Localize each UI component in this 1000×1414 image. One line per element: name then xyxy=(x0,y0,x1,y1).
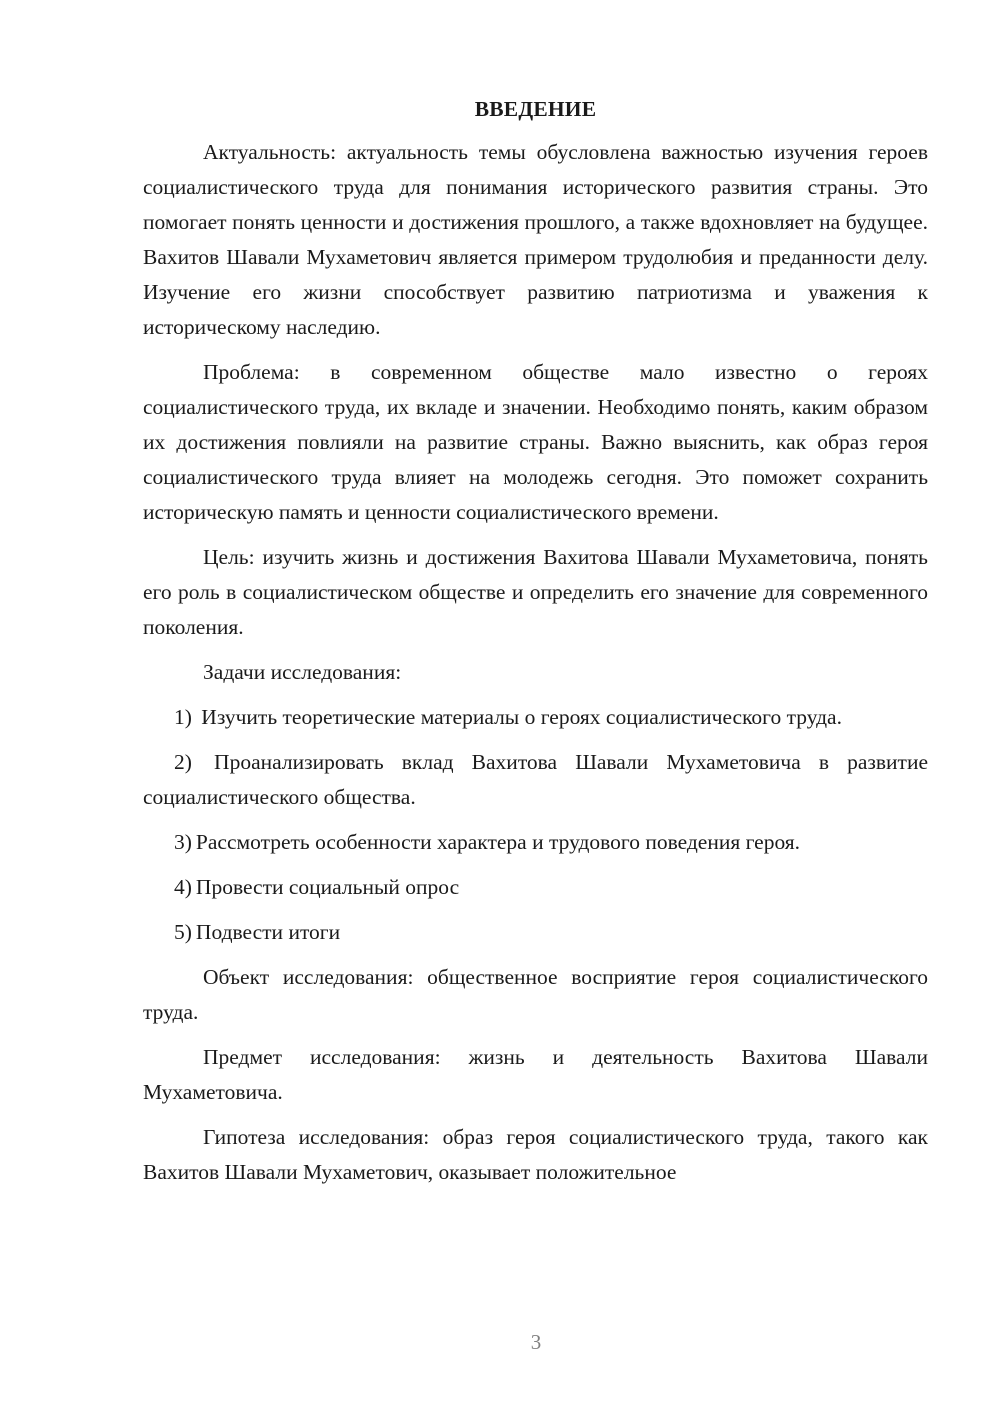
list-item xyxy=(143,745,928,815)
list-item-text: Рассмотреть особенности характера и трудового поведения героя. xyxy=(195,830,801,854)
list-item xyxy=(143,870,928,905)
paragraph-hypothesis: Гипотеза исследования: образ героя социалистического труда, такого как Вахитов Шавали Мухаметович, оказывает положительное xyxy=(143,1125,928,1184)
list-item-number: 3) xyxy=(174,830,192,854)
list-item xyxy=(143,700,928,735)
paragraph-goal: Цель: изучить жизнь и достижения Вахитова Шавали Мухаметовича, понять его роль в социалистическом обществе и определить его значение для современного поколения. xyxy=(143,545,928,639)
list-item-text: Подвести итоги xyxy=(195,920,341,944)
list-item-number: 1) xyxy=(174,705,192,729)
document-page xyxy=(143,92,928,1200)
paragraph-subject: Предмет исследования: жизнь и деятельность Вахитова Шавали Мухаметовича. xyxy=(143,1045,928,1104)
tasks-list xyxy=(143,700,928,950)
list-item-number: 2) xyxy=(174,750,192,774)
list-item-text: Проанализировать вклад Вахитова Шавали Мухаметовича в развитие социалистического общества. xyxy=(143,750,929,809)
paragraph-relevance: Актуальность: актуальность темы обусловлена важностью изучения героев социалистического труда для понимания исторического развития страны. Это помогает понять ценности и достижения прошлого, а также вдохновляет на будущее. Вахитов Шавали Мухаметович является примером трудолюбия и преданности делу. Изучение его жизни способствует развитию патриотизма и уважения к историческому наследию. xyxy=(143,140,928,339)
list-item-text: Изучить теоретические материалы о героях социалистического труда. xyxy=(201,705,842,729)
tasks-heading: Задачи исследования: xyxy=(203,660,402,684)
list-item xyxy=(143,825,928,860)
list-item xyxy=(143,915,928,950)
list-item-number: 4) xyxy=(174,875,192,899)
paragraph-object: Объект исследования: общественное восприятие героя социалистического труда. xyxy=(143,965,928,1024)
page-number: 3 xyxy=(530,1330,542,1354)
list-item-text: Провести социальный опрос xyxy=(195,875,460,899)
paragraph-problem: Проблема: в современном обществе мало известно о героях социалистического труда, их вкладе и значении. Необходимо понять, каким образом их достижения повлияли на развитие страны. Важно выяснить, как образ героя социалистического труда влияет на молодежь сегодня. Это поможет сохранить историческую память и ценности социалистического времени. xyxy=(143,360,928,524)
list-item-number: 5) xyxy=(174,920,192,944)
page-title: ВВЕДЕНИЕ xyxy=(474,97,597,121)
